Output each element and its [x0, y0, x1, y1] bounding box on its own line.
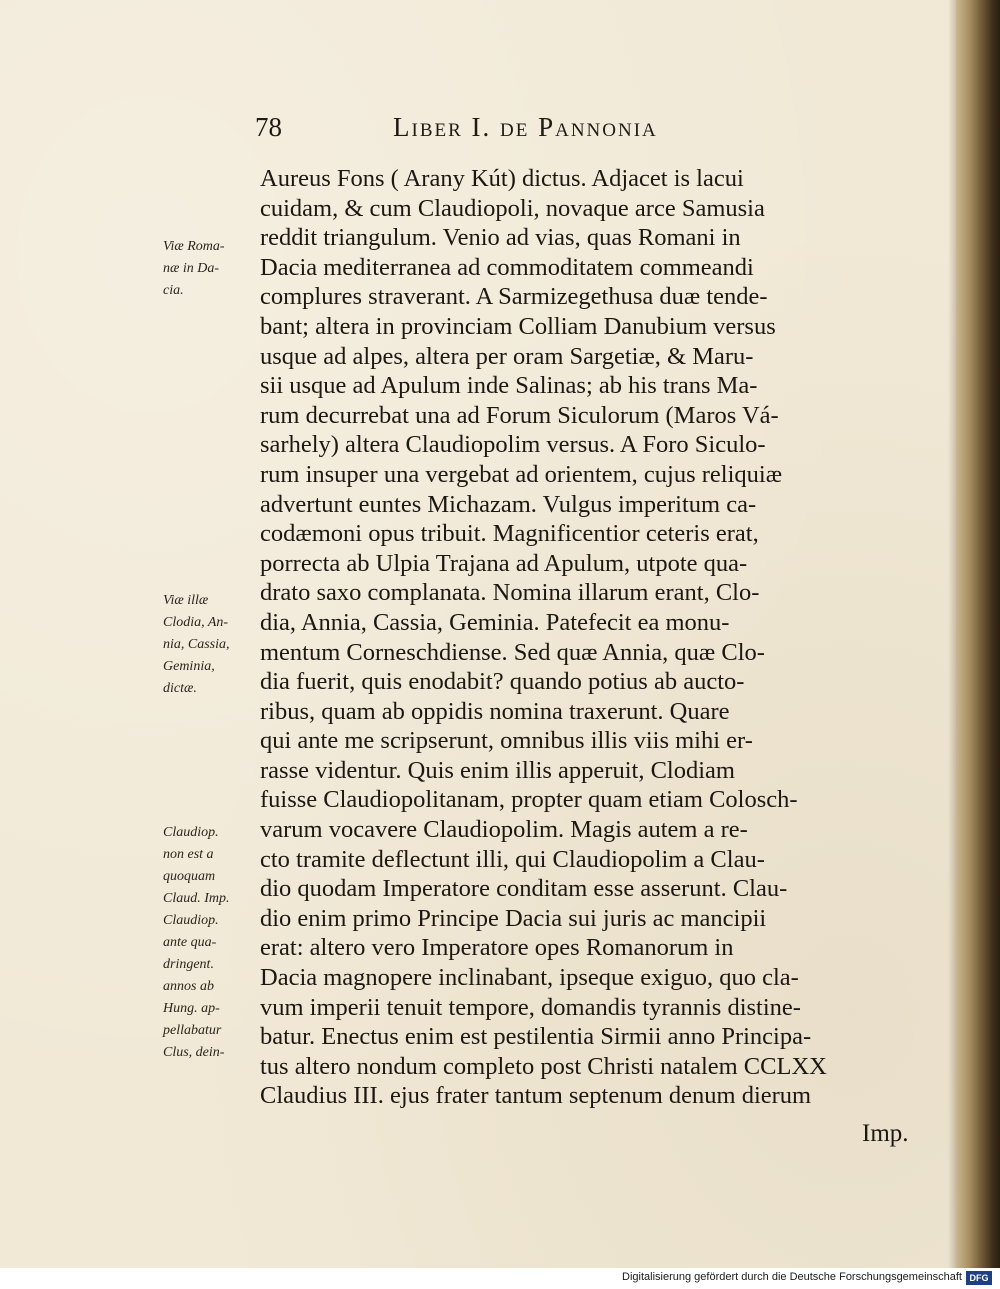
margin-note-viae-romanae: [163, 236, 263, 302]
body-line: varum vocavere Claudiopolim. Magis autem a re-: [260, 816, 748, 844]
body-line: usque ad alpes, altera per oram Sargetiæ, & Maru-: [260, 342, 754, 370]
margin-note-line: annos ab: [163, 979, 214, 994]
body-line: mentum Corneschdiense. Sed quæ Annia, quæ Clo-: [260, 638, 765, 666]
body-line: ribus, quam ab oppidis nomina traxerunt. Quare: [260, 697, 730, 725]
digitization-footer: [0, 1268, 1000, 1289]
body-line: Dacia magnopere inclinabant, ipseque exiguo, quo cla-: [260, 964, 799, 992]
body-line: porrecta ab Ulpia Trajana ad Apulum, utpote qua-: [260, 549, 748, 577]
body-line: rum decurrebat una ad Forum Siculorum (Maros Vá-: [260, 401, 779, 429]
margin-note-line: næ in Da-: [163, 261, 219, 276]
margin-note-line: cia.: [163, 283, 184, 298]
body-line: fuisse Claudiopolitanam, propter quam etiam Colosch-: [260, 786, 798, 814]
body-line: reddit triangulum. Venio ad vias, quas Romani in: [260, 224, 741, 252]
margin-note-line: Clodia, An-: [163, 615, 229, 630]
body-line: bant; altera in provinciam Colliam Danubium versus: [260, 312, 776, 340]
margin-note-line: non est a: [163, 847, 214, 862]
catchword: Imp.: [862, 1120, 909, 1147]
body-line: Aureus Fons ( Arany Kút) dictus. Adjacet is lacui: [260, 165, 744, 192]
margin-note-claudiopolis: [163, 822, 263, 1064]
body-line: codæmoni opus tribuit. Magnificentior ceteris erat,: [260, 520, 759, 548]
margin-note-line: Claudiop.: [163, 825, 219, 840]
margin-note-line: Geminia,: [163, 659, 215, 674]
margin-note-line: ante qua-: [163, 935, 217, 950]
body-line: vum imperii tenuit tempore, domandis tyrannis distine-: [260, 993, 801, 1021]
body-line: advertunt euntes Michazam. Vulgus imperitum ca-: [260, 490, 757, 518]
margin-note-line: nia, Cassia,: [163, 637, 230, 652]
body-line: dio quodam Imperatore conditam esse asserunt. Clau-: [260, 875, 788, 903]
margin-note-line: dringent.: [163, 957, 214, 972]
body-line: qui ante me scripserunt, omnibus illis viis mihi er-: [260, 727, 753, 755]
body-line: dia fuerit, quis enodabit? quando potius ab aucto-: [260, 668, 745, 696]
body-line: sarhely) altera Claudiopolim versus. A Foro Siculo-: [260, 431, 766, 459]
margin-note-line: pellabatur: [163, 1023, 222, 1038]
margin-note-viae-illae: [163, 590, 263, 700]
margin-note-line: quoquam: [163, 869, 216, 884]
body-line: drato saxo complanata. Nomina illarum erant, Clo-: [260, 579, 760, 607]
body-line: Claudius III. ejus frater tantum septenum denum dierum: [260, 1082, 812, 1110]
body-line: erat: altero vero Imperatore opes Romanorum in: [260, 934, 734, 962]
body-line: cuidam, & cum Claudiopoli, novaque arce Samusia: [260, 194, 765, 222]
body-line: rum insuper una vergebat ad orientem, cujus reliquiæ: [260, 460, 783, 488]
margin-note-line: Claudiop.: [163, 913, 219, 928]
running-title: Liber I. de Pannonia: [393, 112, 658, 142]
book-spine: [956, 0, 1000, 1268]
body-line: rasse videntur. Quis enim illis apperuit, Clodiam: [260, 756, 735, 784]
page-gutter-shadow: [948, 0, 956, 1268]
body-line: dio enim primo Principe Dacia sui juris ac mancipii: [260, 904, 767, 932]
margin-note-line: Viæ Roma-: [163, 239, 225, 254]
margin-note-line: dictæ.: [163, 681, 197, 696]
page-header: [255, 112, 935, 148]
page-number: 78: [255, 112, 282, 142]
body-line: complures straverant. A Sarmizegethusa duæ tende-: [260, 283, 768, 311]
body-line: sii usque ad Apulum inde Salinas; ab his trans Ma-: [260, 372, 758, 400]
body-line: Dacia mediterranea ad commoditatem commeandi: [260, 253, 754, 281]
margin-note-line: Clus, dein-: [163, 1045, 225, 1060]
margin-note-line: Claud. Imp.: [163, 891, 230, 906]
body-line: dia, Annia, Cassia, Geminia. Patefecit ea monu-: [260, 608, 730, 636]
body-line: batur. Enectus enim est pestilentia Sirmii anno Principa-: [260, 1023, 812, 1051]
margin-note-line: Viæ illæ: [163, 593, 209, 608]
body-text: [260, 164, 920, 1111]
margin-note-line: Hung. ap-: [163, 1001, 220, 1016]
body-line: cto tramite deflectunt illi, qui Claudiopolim a Clau-: [260, 845, 765, 873]
funding-credit: Digitalisierung gefördert durch die Deutsche Forschungsgemeinschaft: [622, 1271, 962, 1283]
dfg-logo-icon: DFG: [966, 1271, 992, 1285]
body-line: tus altero nondum completo post Christi natalem CCLXX: [260, 1052, 827, 1080]
